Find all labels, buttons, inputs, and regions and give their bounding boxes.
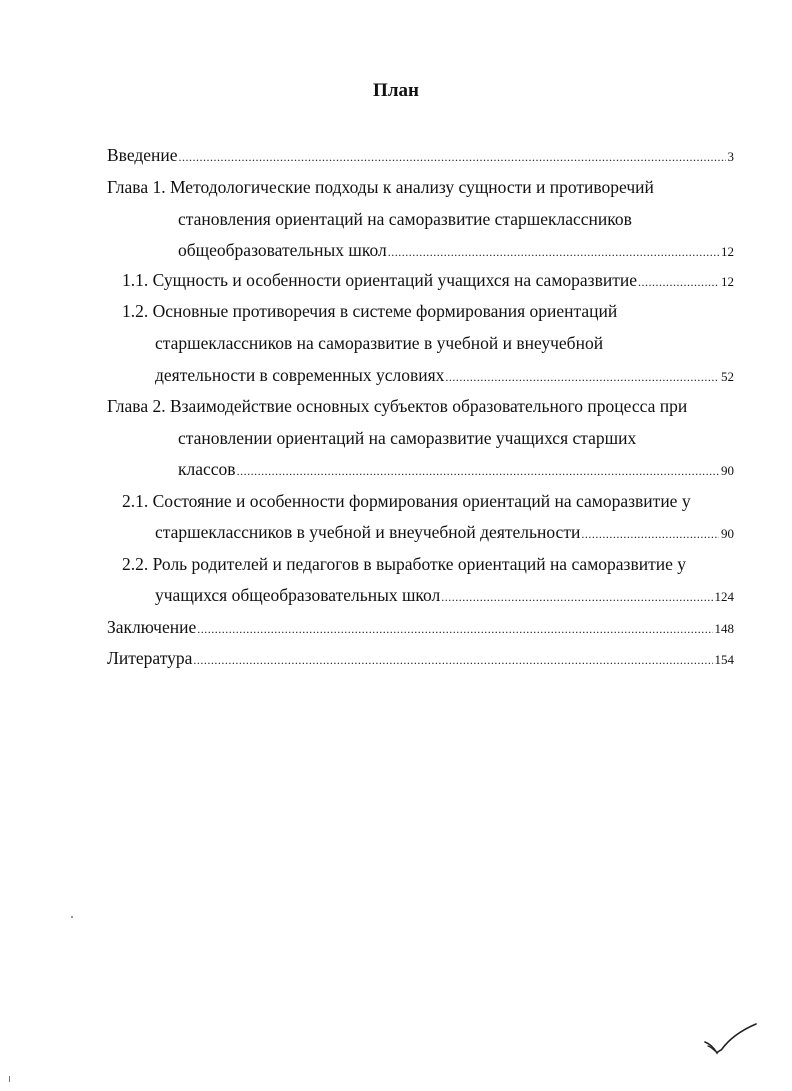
dot-leader	[197, 617, 712, 641]
toc-entry-section-2-2-line2	[155, 583, 734, 607]
scan-speck	[9, 1076, 10, 1082]
toc-entry-section-2-1-line1: 2.1. Состояние и особенности формирования ориентаций на саморазвитие у	[122, 491, 691, 511]
toc-entry-chapter2-line1: Глава 2. Взаимодействие основных субъектов образовательного процесса при	[107, 396, 688, 416]
toc-entry-text: деятельности в современных условиях	[155, 365, 445, 385]
toc-entry-text: 1.1. Сущность и особенности ориентаций учащихся на саморазвитие	[122, 270, 637, 290]
toc-entry-chapter2-line2: становлении ориентаций на саморазвитие учащихся старших	[178, 428, 637, 448]
toc-entry-text: классов	[178, 459, 236, 479]
toc-page-number: 90	[721, 526, 734, 541]
toc-entry-intro	[107, 143, 734, 167]
dot-leader	[445, 365, 719, 389]
toc-entry-text: общеобразовательных школ	[178, 240, 387, 260]
toc-entry-section-1-2-line1: 1.2. Основные противоречия в системе формирования ориентаций	[122, 301, 618, 321]
scan-speck	[71, 916, 73, 918]
dot-leader	[388, 240, 719, 264]
toc-entry-chapter1-line1: Глава 1. Методологические подходы к анализу сущности и противоречий	[107, 177, 654, 197]
toc-page-number: 3	[727, 149, 734, 164]
toc-page-number: 52	[721, 369, 734, 384]
toc-page-number: 12	[721, 274, 734, 289]
toc-entry-section-2-1-line2	[155, 520, 734, 544]
checkmark-icon	[700, 1022, 760, 1062]
toc-entry-text: старшеклассников в учебной и внеучебной деятельности	[155, 522, 581, 542]
toc-entry-section-1-1	[122, 268, 734, 292]
dot-leader	[193, 648, 712, 672]
toc-entry-section-1-2-line2: старшеклассников на саморазвитие в учебной и внеучебной	[155, 333, 604, 353]
toc-page-number: 154	[714, 652, 734, 667]
toc-page-number: 90	[721, 463, 734, 478]
toc-page-number: 12	[721, 244, 734, 259]
dot-leader	[179, 145, 726, 169]
toc-entry-section-1-2-line3	[155, 363, 734, 387]
page-title: План	[373, 80, 419, 101]
toc-entry-section-2-2-line1: 2.2. Роль родителей и педагогов в выработке ориентаций на саморазвитие у	[122, 554, 686, 574]
toc-entry-text: Заключение	[107, 617, 197, 637]
toc-entry-literature	[107, 646, 734, 670]
dot-leader	[237, 459, 719, 483]
toc-entry-text: Литература	[107, 648, 193, 668]
dot-leader	[581, 522, 719, 546]
toc-page-number: 124	[714, 589, 734, 604]
dot-leader	[638, 270, 719, 294]
toc-entry-chapter1-line2: становления ориентаций на саморазвитие старшеклассников	[178, 209, 632, 229]
toc-entry-chapter1-line3	[178, 238, 734, 262]
toc-entry-text: Введение	[107, 145, 178, 165]
toc-entry-conclusion	[107, 615, 734, 639]
toc-entry-text: учащихся общеобразовательных школ	[155, 585, 441, 605]
toc-entry-chapter2-line3	[178, 457, 734, 481]
toc-page-number: 148	[714, 621, 734, 636]
dot-leader	[441, 585, 712, 609]
